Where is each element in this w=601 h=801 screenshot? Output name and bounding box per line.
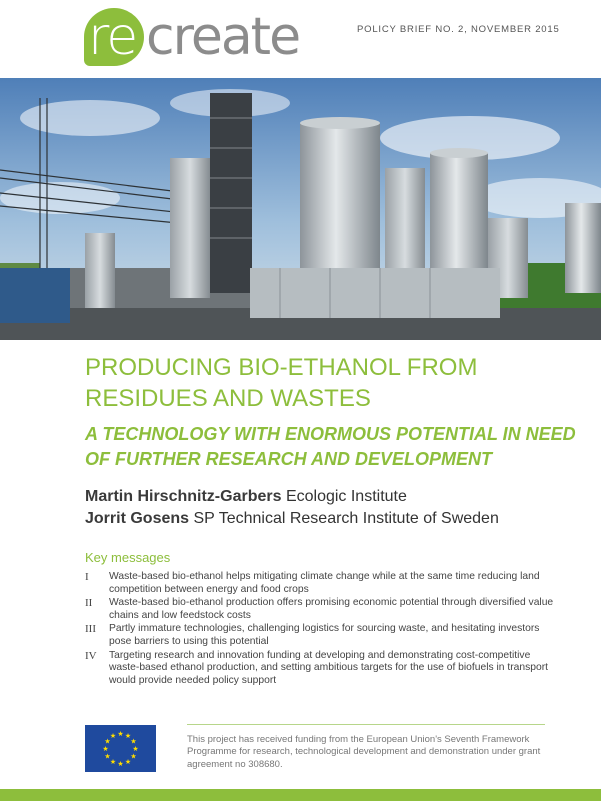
author-affiliation: SP Technical Research Institute of Sweden — [193, 510, 499, 527]
svg-text:★: ★ — [117, 730, 124, 738]
svg-text:★: ★ — [104, 737, 111, 746]
plant-illustration — [0, 78, 601, 340]
author-line — [85, 486, 499, 508]
logo-prefix: re — [88, 7, 137, 67]
key-message-number: III — [85, 623, 96, 636]
author-line — [85, 508, 499, 530]
footer-divider — [187, 724, 545, 725]
recreate-logo — [84, 6, 314, 70]
page-subtitle: A TECHNOLOGY WITH ENORMOUS POTENTIAL IN NEED OF FURTHER RESEARCH AND DEVELOPMENT — [85, 424, 576, 469]
author-name: Jorrit Gosens — [85, 510, 190, 527]
funding-statement: This project has received funding from the European Union's Seventh Framework Programme for research, technological development and demonstration under grant agreement no 308680. — [187, 734, 541, 770]
svg-text:★: ★ — [130, 752, 137, 761]
key-messages-list — [85, 571, 555, 688]
hero-image — [0, 78, 601, 340]
eu-stars-icon — [85, 725, 156, 772]
key-message-text: Targeting research and innovation funding at developing and demonstrating cost-competitive waste-based ethanol production, and setting ambitious targets for the use of biofuels in transport would provide needed policy support — [109, 649, 549, 686]
key-message-number: IV — [85, 649, 97, 662]
svg-text:★: ★ — [104, 752, 111, 761]
eu-flag-icon — [85, 725, 156, 772]
key-message-number: II — [85, 597, 93, 610]
svg-text:★: ★ — [109, 758, 117, 766]
key-message-item — [85, 571, 555, 596]
svg-text:★: ★ — [132, 745, 139, 753]
key-message-item — [85, 597, 555, 622]
svg-text:★: ★ — [109, 732, 117, 740]
key-message-text: Partly immature technologies, challenging logistics for sourcing waste, and hesitating investors pose barriers to using this potential — [109, 623, 540, 647]
svg-text:★: ★ — [117, 760, 124, 768]
author-affiliation: Ecologic Institute — [285, 488, 407, 505]
svg-text:★: ★ — [130, 737, 137, 746]
svg-text:★: ★ — [124, 758, 132, 766]
page-title: PRODUCING BIO-ETHANOL FROM RESIDUES AND WASTES — [85, 354, 478, 412]
key-message-item — [85, 623, 555, 648]
logo-suffix: create — [146, 7, 300, 67]
svg-text:★: ★ — [102, 745, 109, 753]
svg-text:★: ★ — [124, 732, 132, 740]
key-message-text: Waste-based bio-ethanol production offers promising economic potential through diversified value chains and low feedstock costs — [109, 597, 554, 621]
key-messages-heading: Key messages — [85, 550, 171, 565]
key-message-item — [85, 650, 555, 688]
key-message-number: I — [85, 571, 89, 583]
authors — [85, 486, 499, 530]
key-message-text: Waste-based bio-ethanol helps mitigating climate change while at the same time reducing land competition between energy and food crops — [109, 571, 540, 595]
brief-label: POLICY BRIEF NO. 2, NOVEMBER 2015 — [357, 24, 560, 35]
bottom-accent-bar — [0, 789, 601, 801]
author-name: Martin Hirschnitz-Garbers — [85, 488, 282, 505]
